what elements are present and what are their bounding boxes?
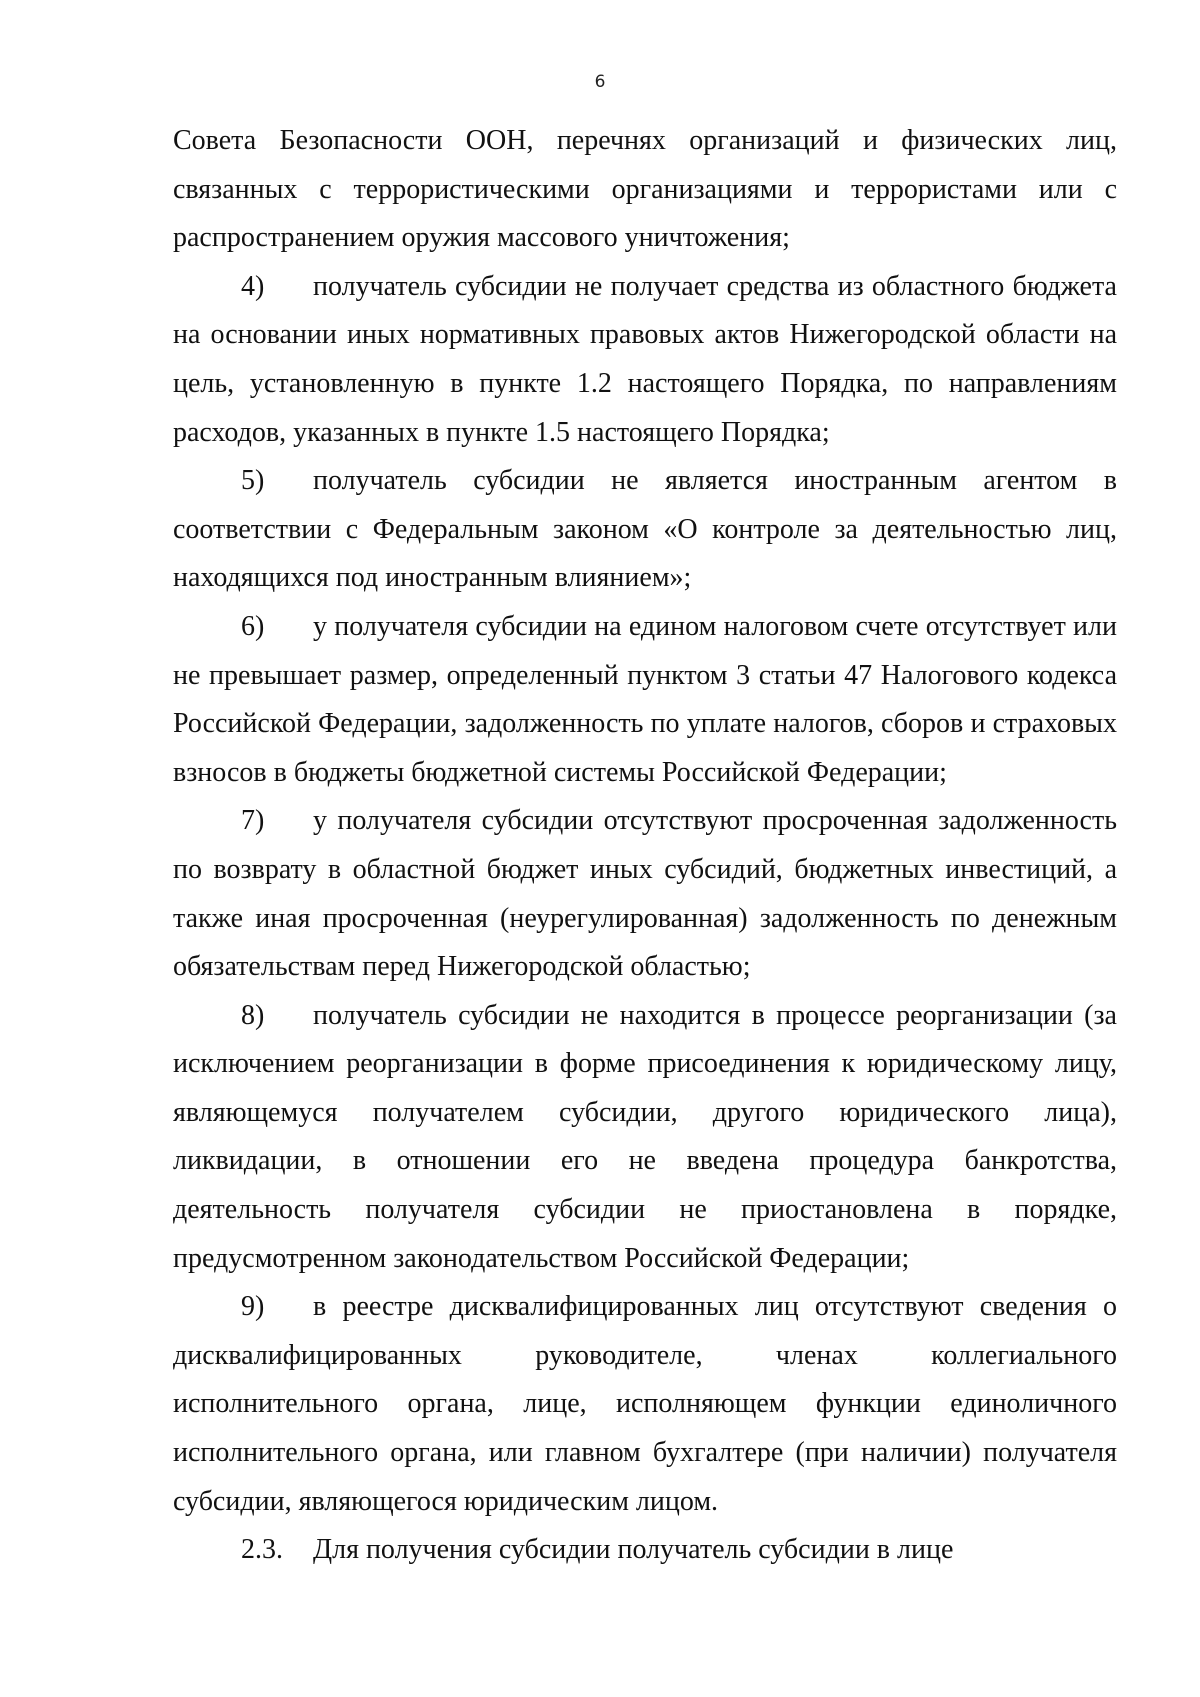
document-body: [173, 117, 1117, 1575]
list-item-number: 8): [241, 999, 265, 1031]
list-item-text: в реестре дисквалифицированных лиц отсутствуют сведения о дисквалифицированных руководителе, членах коллегиального исполнительного органа, лице, исполняющем функции единоличного исполнительного органа, или главном бухгалтере (при наличии) получателя субсидии, являющегося юридическим лицом.: [173, 1291, 1117, 1517]
list-item-number: 7): [241, 805, 265, 837]
page-number: 6: [594, 72, 606, 92]
list-item-number: 6): [241, 610, 265, 642]
section-2-3: [173, 1526, 1117, 1575]
list-item-number: 4): [241, 270, 265, 302]
list-item-text: получатель субсидии не находится в процессе реорганизации (за исключением реорганизации в форме присоединения к юридическому лицу, являющемуся получателем субсидии, другого юридического лица), ликвидации, в отношении его не введена процедура банкротства, деятельность получателя субсидии не приостановлена в порядке, предусмотренном законодательством Российской Федерации;: [173, 999, 1117, 1274]
list-item-text: у получателя субсидии отсутствуют просроченная задолженность по возврату в областной бюджет иных субсидий, бюджетных инвестиций, а также иная просроченная (неурегулированная) задолженность по денежным обязательствам перед Нижегородской областью;: [173, 805, 1117, 983]
list-item-6: [173, 603, 1117, 797]
list-item-7: [173, 797, 1117, 991]
paragraph-continuation: [173, 117, 1117, 263]
list-item-text: получатель субсидии не является иностранным агентом в соответствии с Федеральным законом «О контроле за деятельностью лиц, находящихся под иностранным влиянием»;: [173, 465, 1117, 594]
list-item-text: получатель субсидии не получает средства из областного бюджета на основании иных нормативных правовых актов Нижегородской области на цель, установленную в пункте 1.2 настоящего Порядка, по направлениям расходов, указанных в пункте 1.5 настоящего Порядка;: [173, 270, 1117, 448]
list-item-text: у получателя субсидии на едином налоговом счете отсутствует или не превышает размер, определенный пунктом 3 статьи 47 Налогового кодекса Российской Федерации, задолженность по уплате налогов, сборов и страховых взносов в бюджеты бюджетной системы Российской Федерации;: [173, 610, 1117, 788]
list-item-4: [173, 263, 1117, 457]
section-number: 2.3.: [241, 1534, 283, 1566]
list-item-5: [173, 457, 1117, 603]
list-item-number: 9): [241, 1291, 265, 1323]
list-item-number: 5): [241, 465, 265, 497]
paragraph-text: Совета Безопасности ООН, перечнях организаций и физических лиц, связанных с террористическими организациями и террористами или с распространением оружия массового уничтожения;: [173, 125, 1117, 254]
section-text: Для получения субсидии получатель субсидии в лице: [313, 1534, 954, 1566]
list-item-8: [173, 992, 1117, 1284]
list-item-9: [173, 1283, 1117, 1526]
